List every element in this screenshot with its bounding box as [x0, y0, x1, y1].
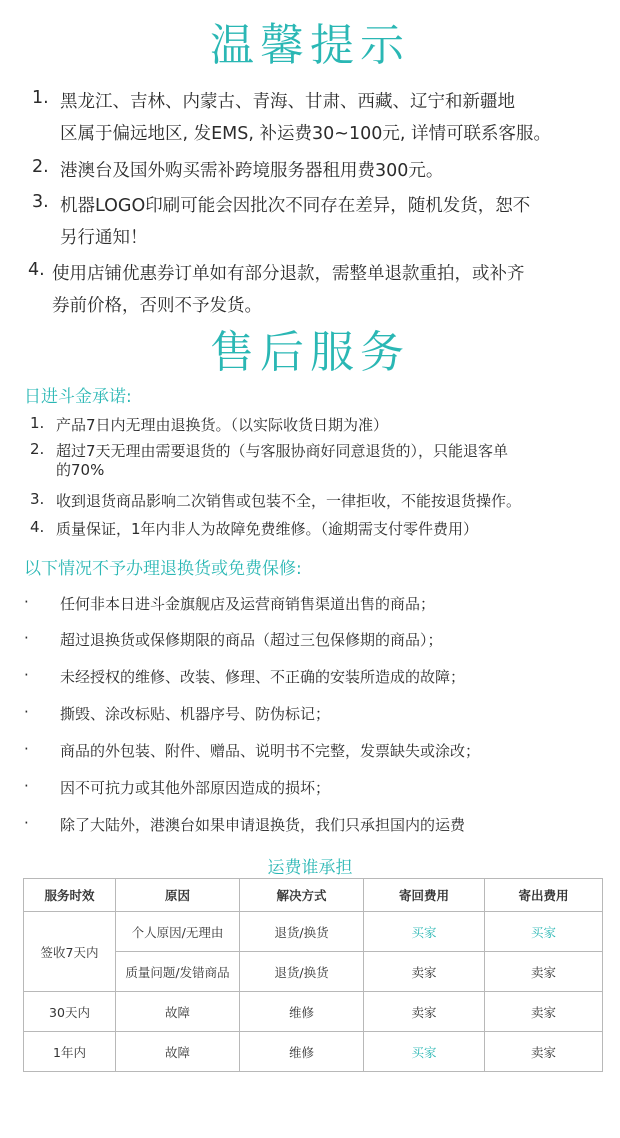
- cell-reason: 质量问题/发错商品: [116, 952, 240, 992]
- promise-2-number: 2.: [30, 440, 45, 458]
- cell-send-fee: 卖家: [485, 992, 603, 1032]
- exclusion-text: 因不可抗力或其他外部原因造成的损坏；: [60, 779, 331, 797]
- notice-item-2-number: 2.: [32, 157, 49, 177]
- bullet-icon: ·: [24, 666, 29, 684]
- bullet-icon: ·: [24, 740, 29, 758]
- cell-reason: 个人原因/无理由: [116, 912, 240, 952]
- exclusion-text: 撕毁、涂改标贴、机器序号、防伪标记；: [60, 705, 331, 723]
- cell-solution: 维修: [240, 1032, 364, 1072]
- table-row: [24, 912, 603, 952]
- promise-3-text: 收到退货商品影响二次销售或包装不全，一律拒收，不能按退货操作。: [56, 492, 522, 510]
- table-row: [24, 992, 603, 1032]
- promise-3-number: 3.: [30, 490, 45, 508]
- bullet-icon: ·: [24, 703, 29, 721]
- notice-item-2-line1: 港澳台及国外购买需补跨境服务器租用费300元。: [60, 161, 444, 181]
- promise-4-number: 4.: [30, 518, 45, 536]
- promise-2-text-cont: 的70%: [56, 461, 105, 479]
- header-reason: 原因: [116, 879, 240, 912]
- exclusion-text: 未经授权的维修、改装、修理、不正确的安装所造成的故障；: [60, 668, 466, 686]
- cell-solution: 维修: [240, 992, 364, 1032]
- promise-2-text: 超过7天无理由需要退货的（与客服协商好同意退货的），只能退客单: [56, 442, 509, 460]
- promise-1-number: 1.: [30, 414, 45, 432]
- cell-period: 1年内: [24, 1032, 116, 1072]
- notice-item-1-number: 1.: [32, 88, 49, 108]
- notice-item-3-line2: 另行通知！: [60, 228, 148, 248]
- notice-item-4-number: 4.: [28, 260, 45, 280]
- notice-item-3-line1: 机器LOGO印刷可能会因批次不同存在差异，随机发货，恕不: [60, 196, 531, 216]
- cell-return-fee: 买家: [364, 1032, 485, 1072]
- cell-return-fee: 卖家: [364, 952, 485, 992]
- notice-title: 温馨提示: [210, 20, 410, 71]
- notice-item-1-line1: 黑龙江、吉林、内蒙古、青海、甘肃、西藏、辽宁和新疆地: [60, 92, 515, 112]
- promise-4-text: 质量保证，1年内非人为故障免费维修。（逾期需支付零件费用）: [56, 520, 479, 538]
- promise-1-text: 产品7日内无理由退换货。（以实际收货日期为准）: [56, 416, 389, 434]
- header-period: 服务时效: [24, 879, 116, 912]
- notice-item-3-number: 3.: [32, 192, 49, 212]
- cell-period: 30天内: [24, 992, 116, 1032]
- bullet-icon: ·: [24, 593, 29, 611]
- cell-reason: 故障: [116, 1032, 240, 1072]
- exclusion-text: 超过退换货或保修期限的商品（超过三包保修期的商品）；: [60, 631, 443, 649]
- cell-reason: 故障: [116, 992, 240, 1032]
- exclusion-text: 商品的外包装、附件、赠品、说明书不完整，发票缺失或涂改；: [60, 742, 481, 760]
- cell-send-fee: 买家: [485, 912, 603, 952]
- fee-table: [23, 878, 603, 1072]
- table-row: [24, 1032, 603, 1072]
- exclusion-heading: 以下情况不予办理退换货或免费保修:: [24, 559, 302, 579]
- service-title: 售后服务: [210, 327, 410, 378]
- cell-return-fee: 卖家: [364, 992, 485, 1032]
- notice-item-1-line2: 区属于偏远地区, 发EMS, 补运费30~100元, 详情可联系客服。: [60, 124, 551, 144]
- bullet-icon: ·: [24, 814, 29, 832]
- cell-solution: 退货/换货: [240, 912, 364, 952]
- bullet-icon: ·: [24, 629, 29, 647]
- cell-solution: 退货/换货: [240, 952, 364, 992]
- promise-heading: 日进斗金承诺:: [24, 387, 132, 407]
- cell-return-fee: 买家: [364, 912, 485, 952]
- header-return-fee: 寄回费用: [364, 879, 485, 912]
- bullet-icon: ·: [24, 777, 29, 795]
- exclusion-text: 除了大陆外，港澳台如果申请退换货，我们只承担国内的运费: [60, 816, 466, 834]
- cell-send-fee: 卖家: [485, 1032, 603, 1072]
- notice-item-4-line2: 券前价格，否则不予发货。: [52, 296, 262, 316]
- cell-send-fee: 卖家: [485, 952, 603, 992]
- header-solution: 解决方式: [240, 879, 364, 912]
- exclusion-text: 任何非本日进斗金旗舰店及运营商销售渠道出售的商品；: [60, 595, 436, 613]
- table-header-row: [24, 879, 603, 912]
- fee-table-title: 运费谁承担: [267, 858, 353, 878]
- notice-item-4-line1: 使用店铺优惠券订单如有部分退款，需整单退款重拍，或补齐: [52, 264, 525, 284]
- header-send-fee: 寄出费用: [485, 879, 603, 912]
- cell-period: 签收7天内: [24, 912, 116, 992]
